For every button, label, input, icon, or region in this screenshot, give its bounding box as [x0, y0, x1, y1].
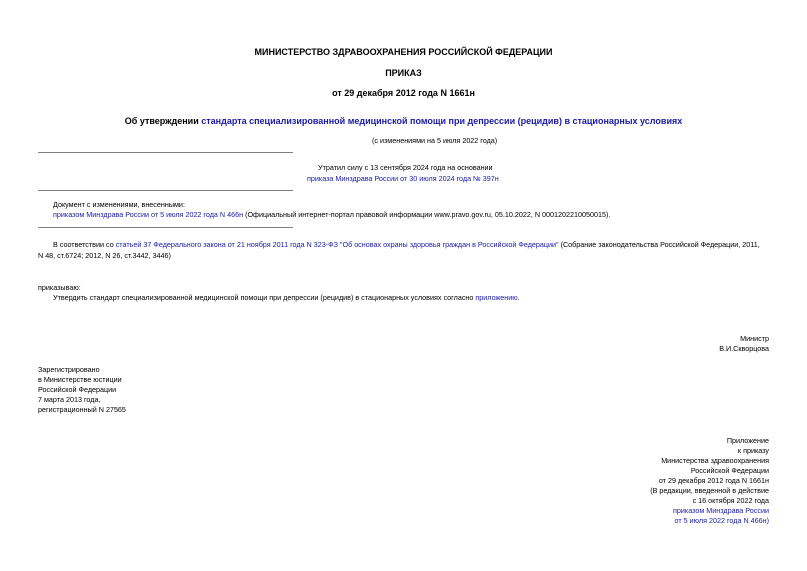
- registration-block: [38, 365, 126, 415]
- appendix-amendment-link[interactable]: приказом Минздрава России: [673, 506, 769, 515]
- changes-doc-suffix: (Официальный интернет-портал правовой информации www.pravo.gov.ru, 05.10.2022, N 0001202210050015).: [243, 210, 611, 219]
- doc-type-heading: ПРИКАЗ: [385, 68, 422, 78]
- appendix-line: Российской Федерации: [690, 466, 769, 475]
- order-label: приказываю:: [38, 283, 81, 292]
- lost-force-text: Утратил силу с 13 сентября 2024 года на основании: [318, 163, 493, 172]
- registration-line: в Министерстве юстиции: [38, 375, 122, 384]
- preamble-line-1: [53, 240, 760, 250]
- registration-line: Российской Федерации: [38, 385, 117, 394]
- preamble-law-link[interactable]: статьей 37 Федерального закона от 21 ноября 2011 года N 323-ФЗ "Об основах охраны здоровья граждан в Российской Федерации": [115, 240, 559, 249]
- appendix-line: с 16 октября 2022 года: [692, 496, 769, 505]
- registration-line: 7 марта 2013 года,: [38, 395, 101, 404]
- amendments-note: (с изменениями на 5 июля 2022 года): [372, 136, 498, 145]
- preamble-prefix: В соответствии со: [53, 240, 116, 249]
- order-end: .: [517, 293, 520, 302]
- title-standard-link[interactable]: стандарта специализированной медицинской помощи при депрессии (рецидив) в стационарных условиях: [201, 116, 683, 126]
- signature-position: Министр: [740, 334, 769, 343]
- doc-title: [0, 115, 807, 127]
- preamble-line-2: N 48, ст.6724; 2012, N 26, ст.3442, 3446): [38, 251, 171, 260]
- changes-doc-line: [53, 210, 610, 220]
- divider: [38, 152, 293, 153]
- appendix-amendment-link[interactable]: от 5 июля 2022 года N 466н): [674, 516, 769, 525]
- appendix-line: Приложение: [726, 436, 769, 445]
- title-prefix: Об утверждении: [124, 116, 202, 126]
- appendix-line: (В редакции, введенной в действие: [650, 486, 769, 495]
- changes-doc-link[interactable]: приказом Минздрава России от 5 июля 2022 года N 466н: [53, 210, 244, 219]
- changes-doc-label: Документ с изменениями, внесенными:: [53, 200, 185, 209]
- order-text: [53, 293, 520, 303]
- divider: [38, 190, 293, 191]
- appendix-line: от 29 декабря 2012 года N 1661н: [658, 476, 769, 485]
- doc-date-number: от 29 декабря 2012 года N 1661н: [332, 88, 475, 98]
- registration-line: Зарегистрировано: [38, 365, 100, 374]
- ministry-heading: МИНИСТЕРСТВО ЗДРАВООХРАНЕНИЯ РОССИЙСКОЙ ФЕДЕРАЦИИ: [254, 47, 553, 57]
- divider: [38, 227, 293, 228]
- appendix-link[interactable]: приложению: [475, 293, 518, 302]
- lost-force-link[interactable]: приказа Минздрава России от 30 июля 2024 года № 397н: [307, 174, 499, 183]
- order-body: Утвердить стандарт специализированной медицинской помощи при депрессии (рецидив) в стационарных условиях согласно: [53, 293, 476, 302]
- appendix-block: [650, 436, 769, 526]
- signature-name: В.И.Скворцова: [719, 344, 769, 353]
- registration-line: регистрационный N 27565: [38, 405, 126, 414]
- appendix-line: к приказу: [737, 446, 769, 455]
- appendix-line: Министерства здравоохранения: [661, 456, 769, 465]
- preamble-suffix: (Собрание законодательства Российской Федерации, 2011,: [558, 240, 760, 249]
